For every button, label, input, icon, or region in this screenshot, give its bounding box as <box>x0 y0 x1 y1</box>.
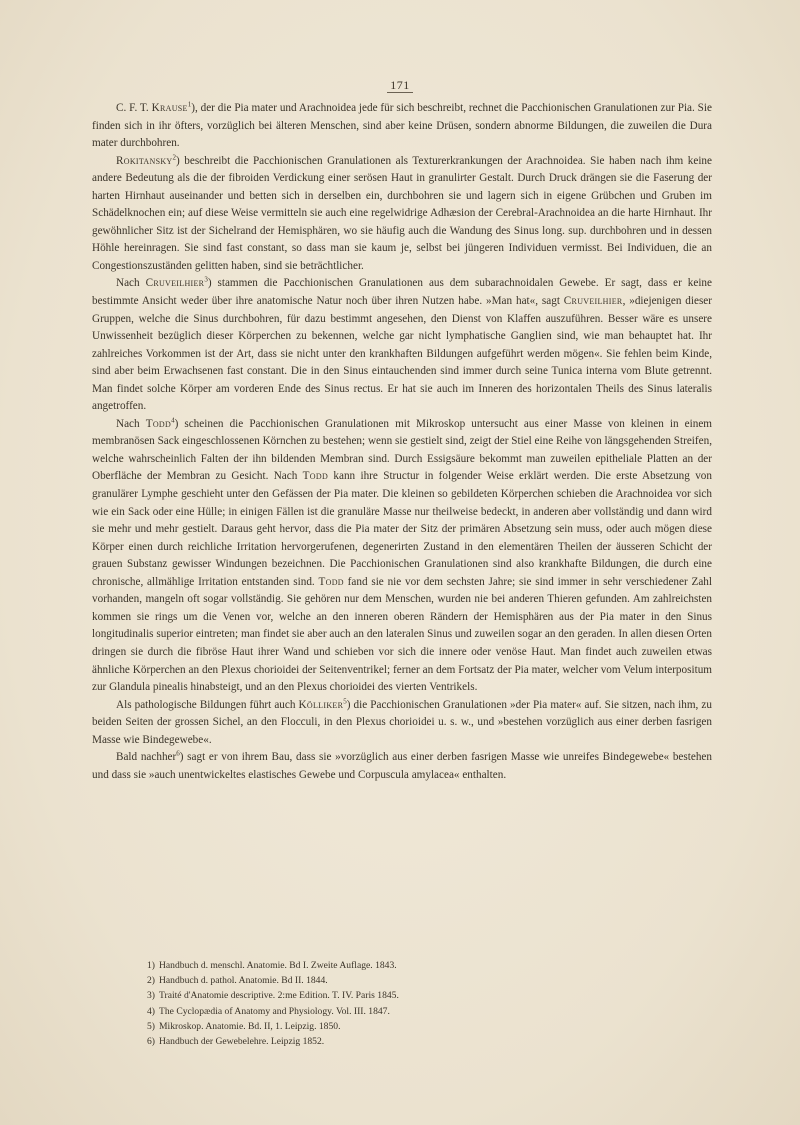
text-run: , »diejenigen dieser Gruppen, welche die Sinus durchbohren, für dazu bestimmt angesehen, den Dienst von Klaffen auszuführen. Besser wäre es unsere Unwissenheit bezüglich dieser Körperchen zu bekennen, welche gar nicht lymphatische Ganglien sind, wie man behauptet hat. Ihr zahlreiches Vorkommen ist der Art, dass sie nicht unter den krankhaften Bildungen aufgeführt werden mögen«. Sie fehlen beim Kinde, sind aber beim Erwachsenen fast constant. Die in den Sinus eintauchenden sind immer durch seine Tunica interna vom Blute getrennt. Man findet solche Körper am vorderen Ende des Sinus rectus. Er hat sie auch im Inneren des horizontalen Theils des Sinus lateralis angetroffen. <box>92 295 712 413</box>
footnote <box>147 1034 567 1049</box>
paragraph <box>92 749 712 784</box>
text-run: Bald nachher <box>116 751 177 764</box>
text-run: ) sagt er von ihrem Bau, dass sie »vorzüglich aus einer derben fasrigen Masse wie unreifes Bindegewebe« bestehen und dass sie »auch unentwickeltes elastisches Gewebe und Corpuscula amylacea« enthalten. <box>92 751 712 781</box>
paragraph <box>92 697 712 750</box>
paragraph <box>92 275 712 415</box>
footnote-reference: 2 <box>172 152 176 161</box>
body-text <box>92 100 712 784</box>
author-name: Kölliker <box>298 698 344 711</box>
text-run: ) stammen die Pacchionischen Granulationen aus dem subarachnoidalen Gewebe. Er sagt, dass er keine bestimmte Ansicht weder über ihre anatomische Natur noch über ihren Nutzen habe. »Man hat«, sagt <box>92 277 712 308</box>
footnote-text: Mikroskop. Anatomie. Bd. II, 1. Leipzig. 1850. <box>159 1020 341 1032</box>
footnote <box>147 988 567 1003</box>
footnote-reference: 5 <box>343 696 347 705</box>
author-name: Todd <box>302 470 329 483</box>
author-name: Todd <box>318 575 344 588</box>
footnote-reference: 3 <box>204 275 208 284</box>
footnote-reference: 1 <box>187 100 192 109</box>
text-run: ) scheinen die Pacchionischen Granulationen mit Mikroskop untersucht aus einer Masse von kleinen in einem membranösen Sack eingeschlossenen Körnchen zu bestehen; wenn sie gestielt sind, zeigt der Stiel eine Reihe von längsgehenden Streifen, welche wahrscheinlich Falten der ihn bildenden Membran sind. Durch Essigsäure bekommt man zuweilen epitheliale Platten an der Oberfläche der Membran zu Gesicht. Nach <box>92 417 712 483</box>
author-name: Cruveilhier <box>145 277 205 290</box>
text-run: fand sie nie vor dem sechsten Jahre; sie sind immer in sehr verschiedener Zahl vorhanden, mangeln oft sogar vollständig. Sie gehören nur dem Menschen, wurden nie bei anderen Thieren gefunden. Am zahlreichsten kommen sie rings um die Venen vor, welche an den inneren oberen Rändern der Hemisphären aus der Pia mater in den Sinus longitudinalis superior eintreten; man findet sie aber auch an den lateralen Sinus und zuweilen sogar an den geraden. In allen diesen Orten dringen sie durch die fibröse Haut ihrer Wand und schieben vor sich die innere oder venöse Haut. Man findet auch zuweilen etwas ähnliche Körperchen an den Plexus chorioidei der Seitenventrikel; ferner an dem Fortsatz der Pia mater, welcher vom Velum interpositum zur Glandula pinealis hinabsteigt, und an den Plexus chorioidei des vierten Ventrikels. <box>92 575 712 694</box>
footnote <box>147 973 567 988</box>
text-run: ), der die Pia mater und Arachnoidea jede für sich beschreibt, rechnet die Pacchionischen Granulationen zur Pia. Sie finden sich in ihr öfters, vorzüglich bei älteren Menschen, sind aber keine Drüsen, sondern abnorme Bildungen, die zuweilen die Dura mater durchbohren. <box>92 102 712 150</box>
page-number-value: 171 <box>387 78 413 93</box>
text-run: Als pathologische Bildungen führt auch <box>116 698 299 711</box>
author-name: Todd <box>145 417 172 430</box>
footnote-text: Traité d'Anatomie descriptive. 2:me Edition. T. IV. Paris 1845. <box>159 990 399 1002</box>
paragraph <box>92 153 712 276</box>
footnote-mark: 6) <box>147 1036 155 1048</box>
footnote-reference: 4 <box>171 416 175 425</box>
page-number <box>0 78 800 93</box>
footnote-text: Handbuch d. pathol. Anatomie. Bd II. 1844. <box>159 975 328 987</box>
text-run: Nach <box>116 277 146 290</box>
paragraph <box>92 416 712 697</box>
footnote-reference: 6 <box>176 749 180 758</box>
text-run: C. F. T. <box>116 102 152 114</box>
footnote-mark: 2) <box>147 975 155 987</box>
paragraph <box>92 100 712 153</box>
footnote <box>147 1019 567 1034</box>
footnote <box>147 958 567 973</box>
text-run: ) beschreibt die Pacchionischen Granulationen als Texturerkrankungen der Arachnoidea. Sie haben nach ihm keine andere Bedeutung als die der fibroiden Verdickung einer serösen Haut in granulirter Gestalt. Durch Druck drängen sie die Faserung der harten Hirnhaut auseinander und betten sich in derselben ein, durchbohren sie und lagern sich in eigene Grübchen und Gruben im Schädelknochen ein; auf diese Weise vermitteln sie auch eine regelwidrige Adhæsion der Cerebral-Arachnoidea an die harte Hirnhaut. Ihr gewöhnlicher Sitz ist der Sichelrand der Hemisphären, wo sie häufig auch die Wandung des Sinus long. sup. durchbohren und in dessen Höhle hereinragen. Sie sind fast constant, so dass man sie kaum je, selbst bei jüngeren Individuen vermisst. Bei Individuen, die an Congestionszuständen gelitten haben, sind sie beträchtlicher. <box>92 154 712 272</box>
footnote-mark: 4) <box>147 1005 155 1017</box>
footnote-mark: 3) <box>147 990 155 1002</box>
footnote-mark: 1) <box>147 960 155 971</box>
footnote-mark: 5) <box>147 1020 155 1032</box>
author-name: Rokitansky <box>116 154 173 167</box>
footnotes <box>147 958 567 1049</box>
text-run: ) die Pacchionischen Granulationen »der Pia mater« auf. Sie sitzen, nach ihm, zu beiden Seiten der grossen Sichel, an den Flocculi, in den Plexus chorioidei u. s. w., und »bestehen vorzüglich aus einer derben fasrigen Masse wie Bindegewebe«. <box>92 698 712 746</box>
text-run: Nach <box>116 417 146 430</box>
footnote-text: Handbuch d. menschl. Anatomie. Bd I. Zweite Auflage. 1843. <box>159 960 397 971</box>
author-name: Cruveilhier <box>563 295 623 308</box>
footnote-text: Handbuch der Gewebelehre. Leipzig 1852. <box>159 1036 325 1048</box>
footnote <box>147 1004 567 1019</box>
footnote-text: The Cyclopædia of Anatomy and Physiology. Vol. III. 1847. <box>159 1005 390 1017</box>
text-run: kann ihre Structur in folgender Weise erklärt werden. Die erste Absetzung von granulärer Lymphe geschieht unter den Gefässen der Pia mater. Die kleinen so gebildeten Körperchen schieben die Arachnoidea vor sich wie ein Sack oder eine Hülle; in einigen Fällen ist die granuläre Masse nur theilweise bedeckt, in anderen aber vollständig und dann wird sie mehr und mehr gestielt. Daraus geht hervor, dass die Pia mater der Sitz der primären Absetzung sein muss, oder auch mögen diese Körper einen durch reichliche Irritation hervorgerufenen, degenerirten Zustand in den elementären Theilen der äusseren Schicht der grauen Substanz gewisser Windungen bezeichnen. Die Pacchionischen Granulationen sind also krankhafte Bildungen, die durch eine chronische, allmählige Irritation entstanden sind. <box>92 470 712 588</box>
author-name: Krause <box>151 102 188 114</box>
